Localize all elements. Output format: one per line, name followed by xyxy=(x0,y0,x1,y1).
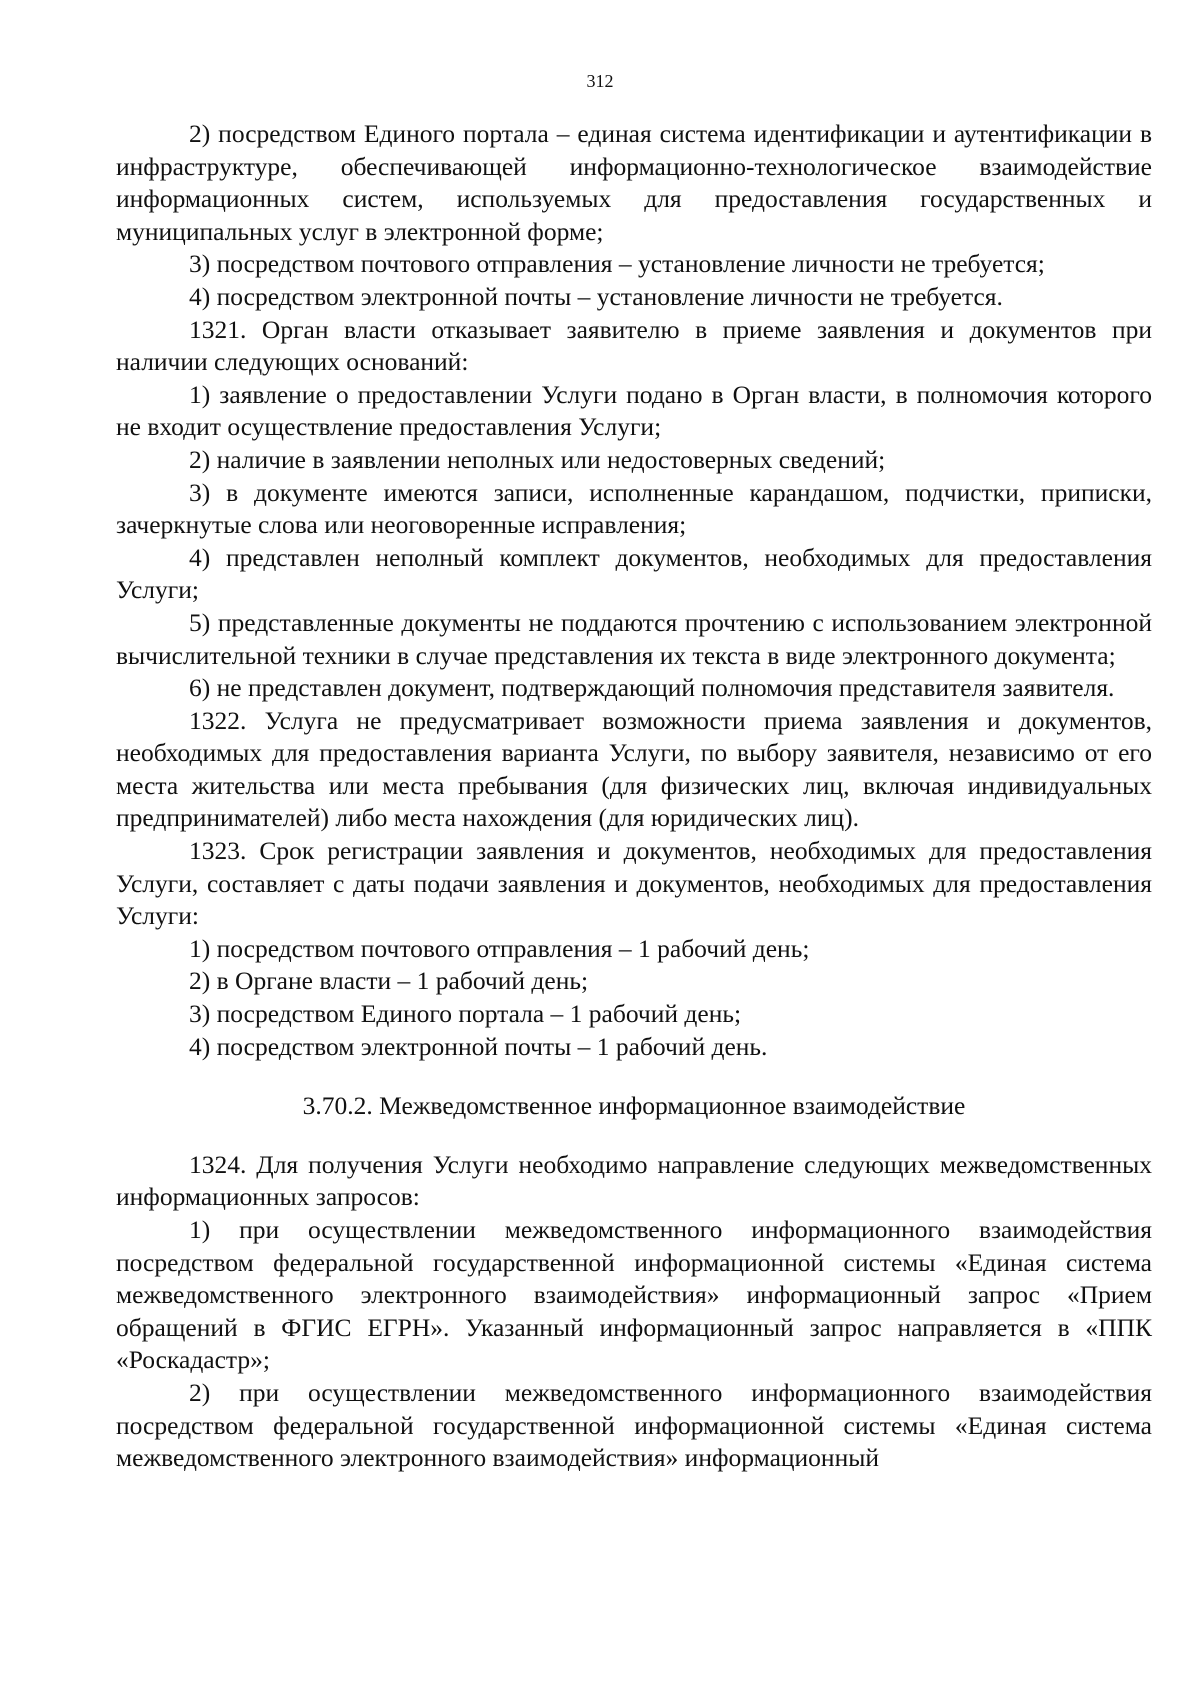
paragraph-request-2: 2) при осуществлении межведомственного информационного взаимодействия посредством федеральной государственной информационной системы «Единая система межведомственного электронного взаимодействия» информационный xyxy=(116,1377,1152,1473)
paragraph-refusal-3: 3) в документе имеются записи, исполненные карандашом, подчистки, приписки, зачеркнутые слова или неоговоренные исправления; xyxy=(116,477,1152,540)
section-heading: 3.70.2. Межведомственное информационное взаимодействие xyxy=(302,1091,966,1121)
document-body xyxy=(116,118,1152,1475)
page-number: 312 xyxy=(586,71,614,91)
paragraph-1324: 1324. Для получения Услуги необходимо направление следующих межведомственных информационных запросов: xyxy=(116,1149,1152,1212)
paragraph-request-1: 1) при осуществлении межведомственного информационного взаимодействия посредством федеральной государственной информационной системы «Единая система межведомственного электронного взаимодействия» информационный запрос «Прием обращений в ФГИС ЕГРН». Указанный информационный запрос направляется в «ППК «Роскадастр»; xyxy=(116,1215,1152,1375)
paragraph-1321: 1321. Орган власти отказывает заявителю в приеме заявления и документов при наличии следующих оснований: xyxy=(116,314,1152,377)
paragraph-identification-post: 3) посредством почтового отправления – установление личности не требуется; xyxy=(189,249,1045,279)
paragraph-refusal-2: 2) наличие в заявлении неполных или недостоверных сведений; xyxy=(189,444,886,474)
paragraph-refusal-6: 6) не представлен документ, подтверждающий полномочия представителя заявителя. xyxy=(189,673,1115,703)
paragraph-refusal-4: 4) представлен неполный комплект документов, необходимых для предоставления Услуги; xyxy=(116,542,1152,605)
paragraph-term-portal: 3) посредством Единого портала – 1 рабочий день; xyxy=(189,999,742,1029)
paragraph-1323: 1323. Срок регистрации заявления и документов, необходимых для предоставления Услуги, составляет с даты подачи заявления и документов, необходимых для предоставления Услуги: xyxy=(116,836,1152,931)
paragraph-term-email: 4) посредством электронной почты – 1 рабочий день. xyxy=(189,1031,768,1061)
paragraph-term-authority: 2) в Органе власти – 1 рабочий день; xyxy=(189,966,589,996)
paragraph-1322: 1322. Услуга не предусматривает возможности приема заявления и документов, необходимых для предоставления варианта Услуги, по выбору заявителя, независимо от его места жительства или места пребывания (для физических лиц, включая индивидуальных предпринимателей) либо места нахождения (для юридических лиц). xyxy=(116,705,1152,833)
paragraph-refusal-1: 1) заявление о предоставлении Услуги подано в Орган власти, в полномочия которого не входит осуществление предоставления Услуги; xyxy=(116,379,1152,442)
paragraph-identification-portal: 2) посредством Единого портала – единая система идентификации и аутентификации в инфраструктуре, обеспечивающей информационно-технологическое взаимодействие информационных систем, используемых для предоставления государственных и муниципальных услуг в электронной форме; xyxy=(116,119,1152,246)
paragraph-refusal-5: 5) представленные документы не поддаются прочтению с использованием электронной вычислительной техники в случае представления их текста в виде электронного документа; xyxy=(116,607,1152,670)
paragraph-term-post: 1) посредством почтового отправления – 1 рабочий день; xyxy=(189,933,810,963)
paragraph-identification-email: 4) посредством электронной почты – установление личности не требуется. xyxy=(189,281,1003,311)
